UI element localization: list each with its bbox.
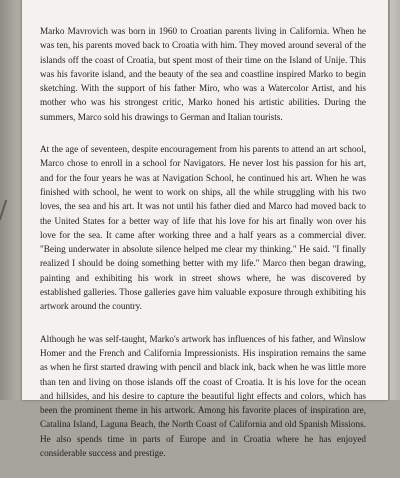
background-right-edge — [390, 0, 400, 400]
paragraph-3: Although he was self-taught, Marko's artwork has influences of his father, and Winslow Homer and the French and California Impressionists. His inspiration remains the same as when he first started drawing with pencil and black ink, back when he was little more than ten and living on those islands off the coast of Croatia. It is his love for the ocean and hillsides, and his desire to capture the beautiful light effects and colors, which has been the prominent theme in his artwork. Among his favorite places of inspiration are, Catalina Island, Laguna Beach, the North Coast of California and old Spanish Missions. He also spends time in parts of Europe and in Croatia where he has enjoyed considerable success and prestige. — [40, 333, 366, 459]
document-page — [22, 0, 388, 459]
paragraph-1: Marko Mavrovich was born in 1960 to Croatian parents living in California. When he was ten, his parents moved back to Croatia with him. They moved around several of the islands off the coast of Croatia, but spent most of their time on the Island of Unije. This was his favorite island, and the beauty of the sea and coastline inspired Marko to begin sketching. With the support of his father Miro, who was a Watercolor Artist, and his mother who was his strongest critic, Marko honed his artistic abilities. During the summers, Marco sold his drawings to German and Italian tourists. — [40, 26, 366, 122]
biography-text — [40, 24, 366, 478]
background-left-edge — [0, 0, 24, 400]
background-mark — [0, 200, 17, 220]
paragraph-2: At the age of seventeen, despite encouragement from his parents to attend an art school, Marco chose to enroll in a school for Navigators. He never lost his passion for his art, and for the four years he was at Navigation School, he continued his art. When he was finished with school, he went to work on ships, all the while struggling with his two loves, the sea and his art. It was not until his father died and Marco had moved back to the United States for a better way of life that his love for his art finally won over his love for the sea. It came after working three and a half years as a commercial diver. "Being underwater in absolute silence helped me clear my thinking." He said. "I finally realized I should be doing something better with my life." Marco then began drawing, painting and exhibiting his work in street shows where, he was discovered by established galleries. Those galleries gave him valuable exposure through exhibiting his artwork around the country. — [40, 144, 366, 312]
